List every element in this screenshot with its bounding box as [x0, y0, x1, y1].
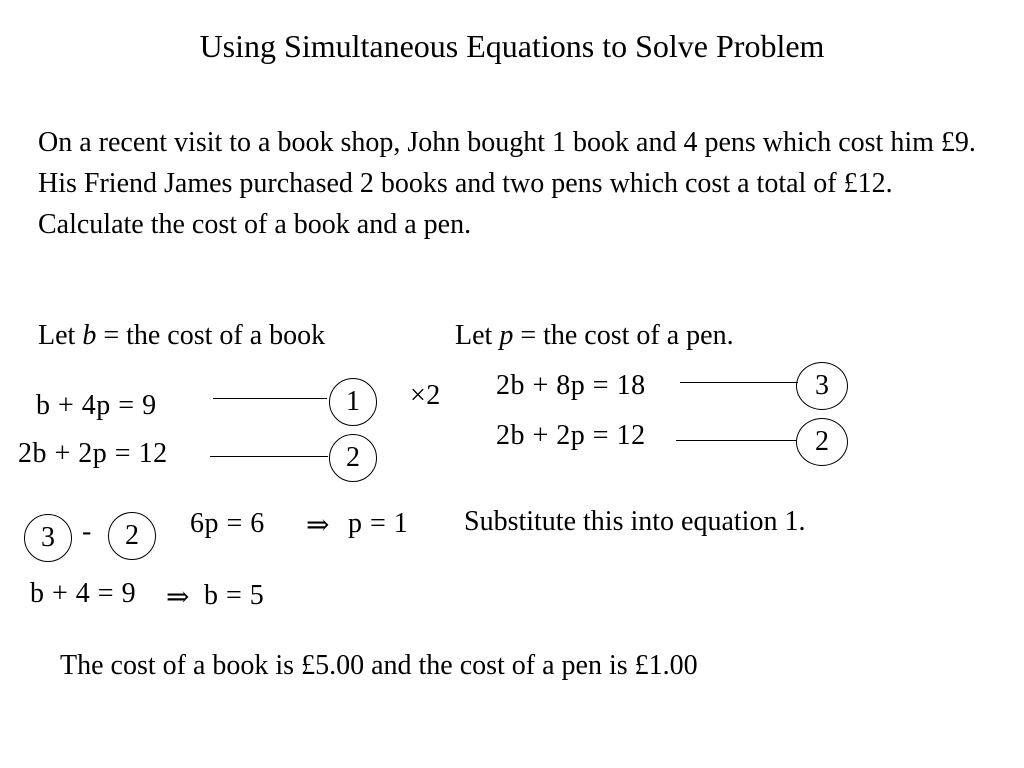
- equation-1: b + 4p = 9: [36, 390, 157, 421]
- definition-pen-suffix: = the cost of a pen.: [513, 320, 734, 351]
- connector-line-2: [210, 456, 328, 457]
- connector-line-1: [213, 398, 327, 399]
- substitution-note: Substitute this into equation 1.: [464, 506, 806, 537]
- equation-4: 2b + 2p = 12: [496, 420, 646, 451]
- equation-label-circle-3: [796, 362, 848, 410]
- elimination-circle-left: [24, 514, 72, 562]
- multiplier: ×2: [410, 380, 441, 411]
- elimination-label-left: 3: [41, 522, 55, 553]
- elimination-circle-right: [108, 512, 156, 560]
- definition-pen-prefix: Let: [455, 320, 500, 351]
- connector-line-4: [676, 440, 796, 441]
- equation-label-circle-4: [796, 418, 848, 466]
- elimination-result: 6p = 6: [190, 508, 265, 539]
- definition-pen: [455, 320, 734, 352]
- equation-label-2: 2: [346, 442, 360, 473]
- definition-book: [38, 320, 325, 352]
- equation-label-4: 2: [815, 426, 829, 457]
- definition-book-prefix: Let: [38, 320, 83, 351]
- equation-label-circle-2: [329, 434, 377, 482]
- elimination-operator: -: [82, 516, 92, 547]
- equation-label-1: 1: [346, 386, 360, 417]
- equation-2: 2b + 2p = 12: [18, 438, 168, 469]
- equation-label-circle-1: [329, 378, 377, 426]
- page-title: Using Simultaneous Equations to Solve Problem: [199, 28, 825, 64]
- implies-icon: ⇒: [306, 510, 330, 541]
- variable-b: b: [82, 320, 97, 351]
- equation-3: 2b + 8p = 18: [496, 370, 646, 401]
- implies-icon-2: ⇒: [166, 582, 190, 613]
- definition-book-suffix: = the cost of a book: [96, 320, 326, 351]
- equation-label-3: 3: [815, 370, 829, 401]
- substitution-equation: b + 4 = 9: [30, 578, 137, 609]
- connector-line-3: [680, 382, 798, 383]
- pen-solution: p = 1: [348, 508, 409, 539]
- elimination-label-right: 2: [125, 520, 139, 551]
- book-solution: b = 5: [204, 580, 265, 611]
- problem-statement: On a recent visit to a book shop, John bought 1 book and 4 pens which cost him £9. His Friend James purchased 2 books and two pens which cost a total of £12. Calculate the cost of a book and a pen.: [38, 127, 976, 240]
- variable-p: p: [499, 320, 514, 351]
- conclusion: The cost of a book is £5.00 and the cost of a pen is £1.00: [60, 650, 698, 681]
